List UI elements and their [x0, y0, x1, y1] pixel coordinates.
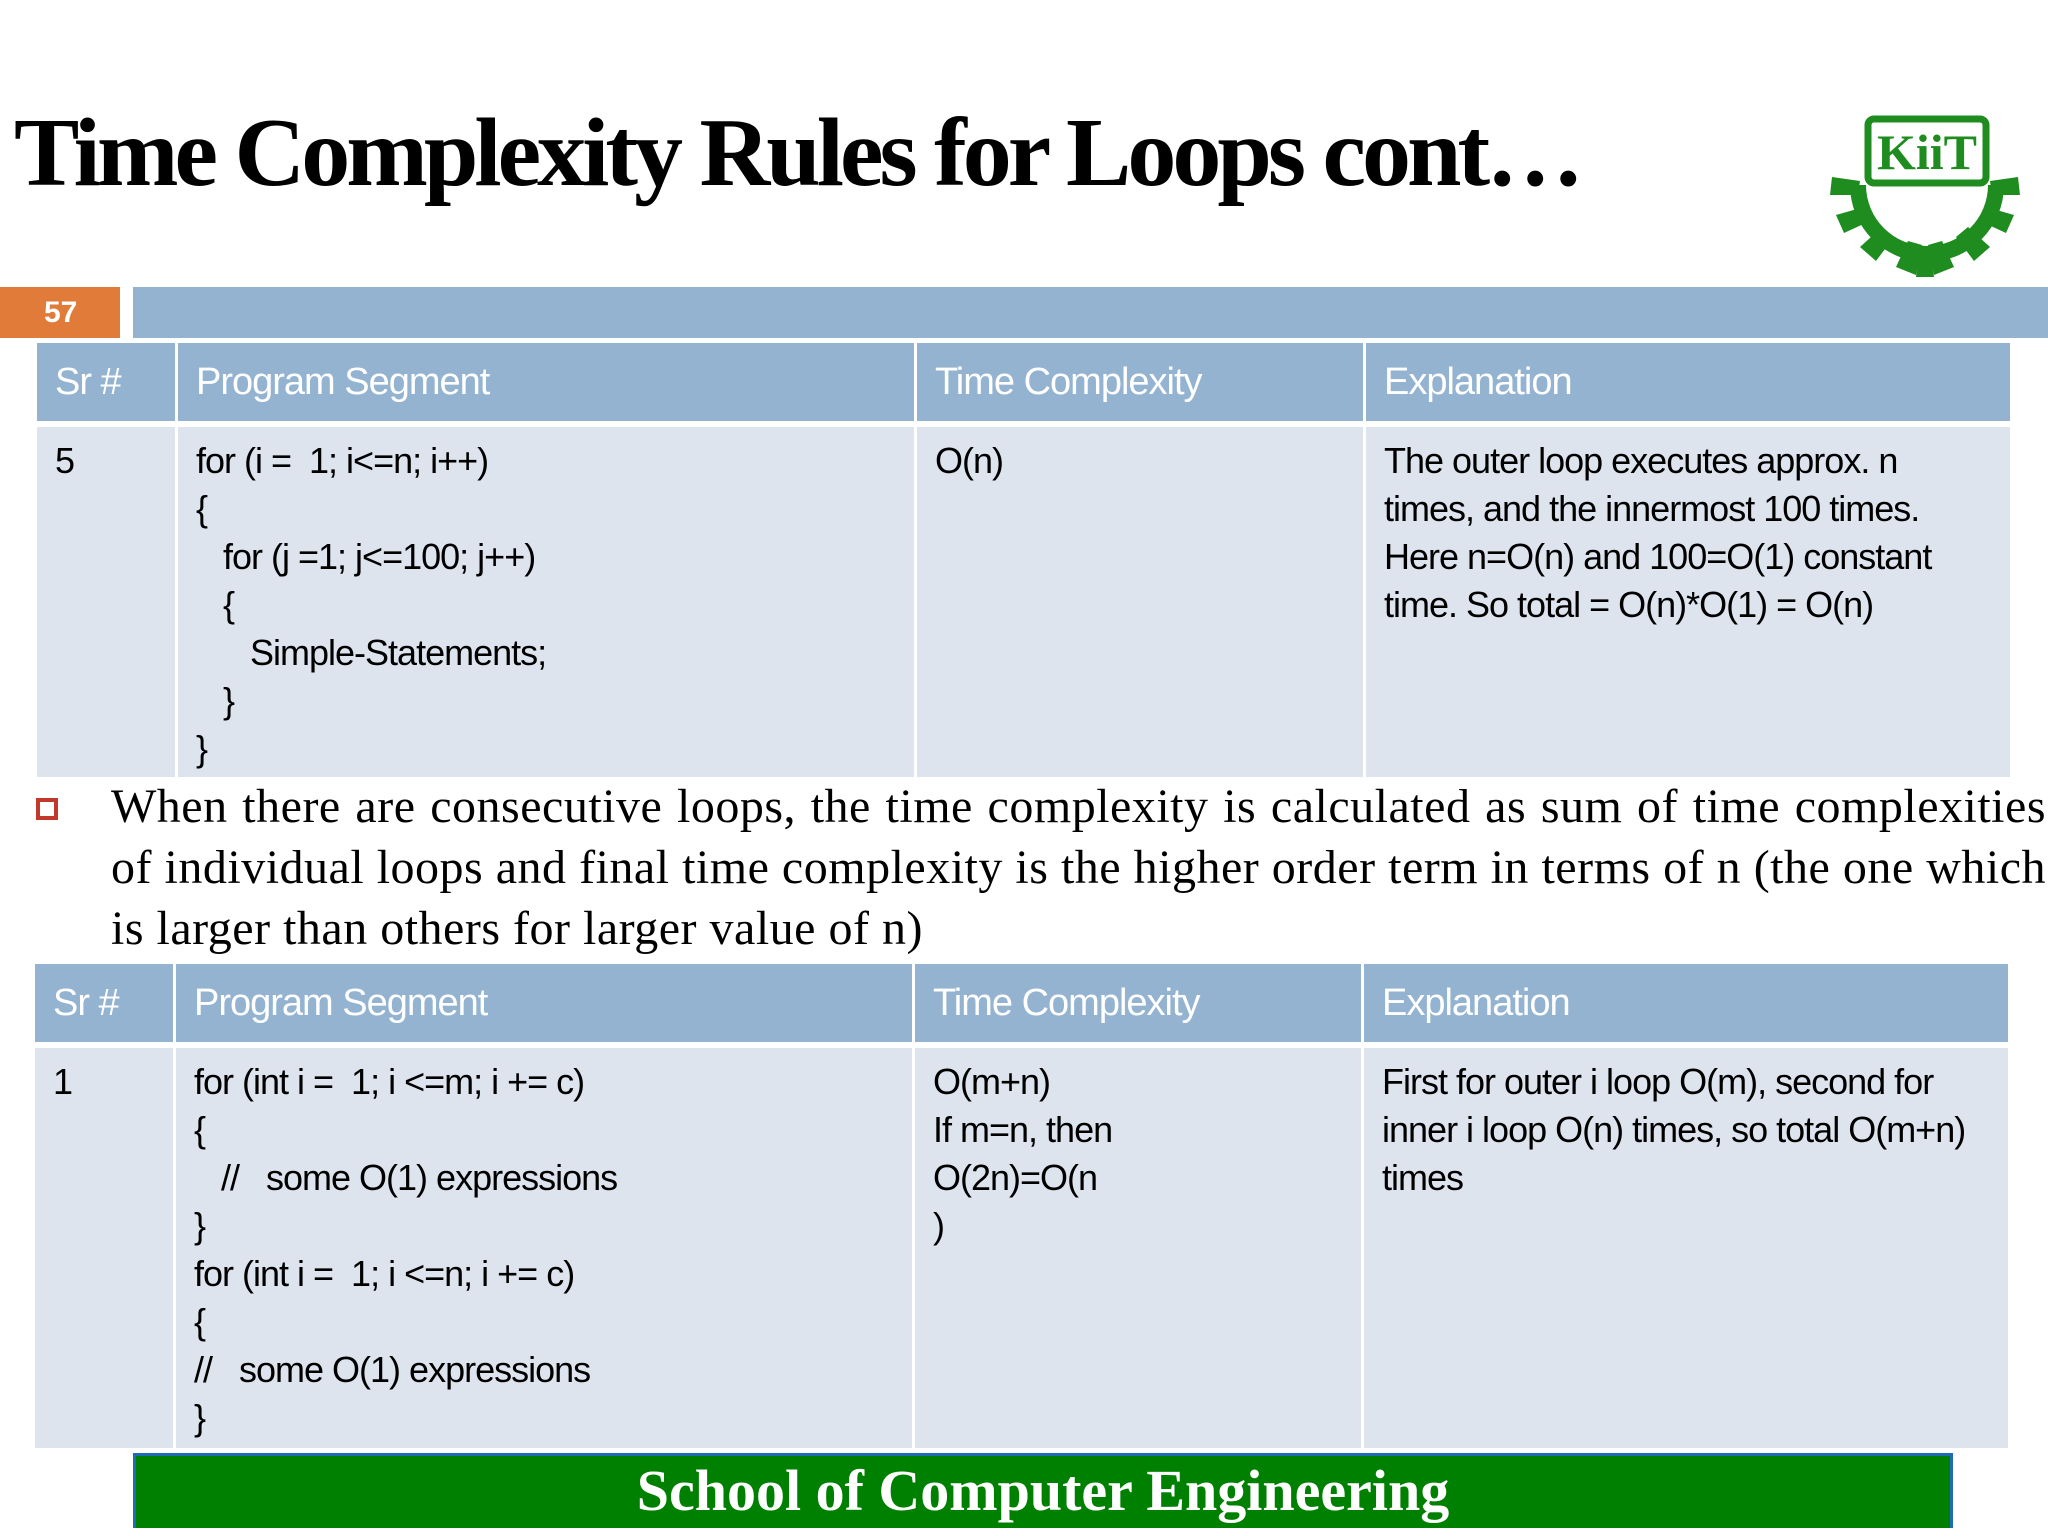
header-program-segment: Program Segment: [178, 343, 914, 424]
bullet-text: When there are consecutive loops, the time complexity is calculated as sum of time complexities of individual loops and final time complexity is the higher order term in terms of n (the one which is larger than others for larger value of n): [111, 780, 2046, 955]
header-explanation: Explanation: [1366, 343, 2010, 424]
cell-program-segment: for (i = 1; i<=n; i++) { for (j =1; j<=100; j++) { Simple-Statements; } }: [178, 427, 914, 777]
header-sr: Sr #: [35, 964, 173, 1045]
slide-number: 57: [0, 287, 120, 338]
header-explanation: Explanation: [1364, 964, 2008, 1045]
footer-banner: School of Computer Engineering: [133, 1453, 1953, 1528]
table-row: [37, 427, 2010, 777]
square-bullet-icon: [36, 798, 58, 820]
header-program-segment: Program Segment: [176, 964, 912, 1045]
header-time-complexity: Time Complexity: [915, 964, 1361, 1045]
rules-table-1: [34, 340, 2013, 780]
header-sr: Sr #: [37, 343, 175, 424]
cell-explanation: The outer loop executes approx. n times, and the innermost 100 times. Here n=O(n) and 100=O(1) constant time. So total = O(n)*O(1) = O(n): [1366, 427, 2010, 777]
kiit-logo-icon: [1820, 115, 2030, 280]
table-header-row: [35, 964, 2008, 1045]
rules-table-2: [32, 961, 2011, 1451]
cell-time-complexity: O(m+n) If m=n, then O(2n)=O(n ): [915, 1048, 1361, 1448]
logo-text: KiiT: [1876, 124, 1978, 180]
cell-program-segment: for (int i = 1; i <=m; i += c) { // some O(1) expressions } for (int i = 1; i <=n; i += c) { // some O(1) expressions }: [176, 1048, 912, 1448]
cell-sr: 5: [37, 427, 175, 777]
cell-time-complexity: O(n): [917, 427, 1363, 777]
cell-explanation: First for outer i loop O(m), second for inner i loop O(n) times, so total O(m+n) times: [1364, 1048, 2008, 1448]
slide-title: Time Complexity Rules for Loops cont…: [14, 99, 1581, 207]
header-bar: [133, 287, 2048, 338]
table-row: [35, 1048, 2008, 1448]
cell-sr: 1: [35, 1048, 173, 1448]
table-header-row: [37, 343, 2010, 424]
header-time-complexity: Time Complexity: [917, 343, 1363, 424]
